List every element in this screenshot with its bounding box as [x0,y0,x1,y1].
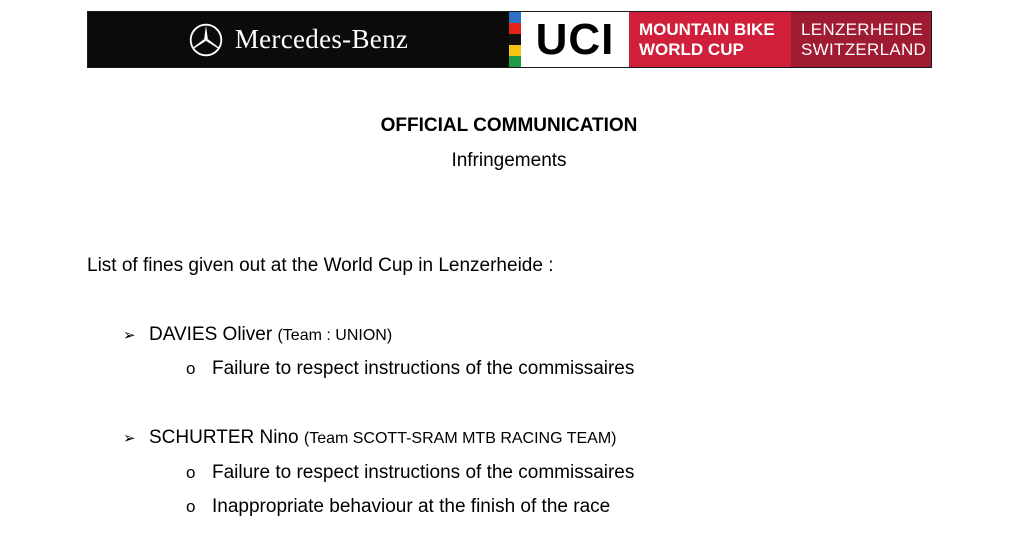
header-banner [87,11,932,68]
infraction-text: Failure to respect instructions of the commissaires [212,462,635,483]
event-name-line2: WORLD CUP [639,39,744,59]
infraction-text: Failure to respect instructions of the commissaires [212,358,635,379]
uci-logo-block [509,12,629,67]
event-name-line1: MOUNTAIN BIKE [639,19,775,39]
rider-entry [123,427,616,449]
rider-team: (Team : UNION) [277,327,393,344]
event-location-line1: LENZERHEIDE [801,19,924,39]
rider-entry [123,324,392,346]
sponsor-logo-block [88,12,509,67]
document-title: OFFICIAL COMMUNICATION [380,115,638,136]
infraction-item [186,462,634,484]
sponsor-name: Mercedes-Benz [234,24,409,54]
mercedes-star-icon [189,23,223,57]
uci-rainbow-stripes-icon [509,12,521,67]
infraction-item [186,358,634,380]
document-subtitle: Infringements [451,150,567,171]
uci-logo-text: UCI [535,14,615,64]
infraction-text: Inappropriate behaviour at the finish of the race [212,496,611,517]
event-location-line2: SWITZERLAND [801,39,927,59]
circle-bullet-icon: o [186,359,196,378]
infraction-item [186,496,610,518]
rider-name: DAVIES Oliver [149,324,273,345]
intro-text: List of fines given out at the World Cup in Lenzerheide : [87,255,554,276]
rider-team: (Team SCOTT-SRAM MTB RACING TEAM) [303,430,617,447]
event-name-block [629,12,791,67]
arrow-bullet-icon: ➢ [123,430,136,447]
rider-name: SCHURTER Nino [149,427,299,448]
circle-bullet-icon: o [186,497,196,516]
arrow-bullet-icon: ➢ [123,327,136,344]
circle-bullet-icon: o [186,463,196,482]
event-location-block [791,12,931,67]
